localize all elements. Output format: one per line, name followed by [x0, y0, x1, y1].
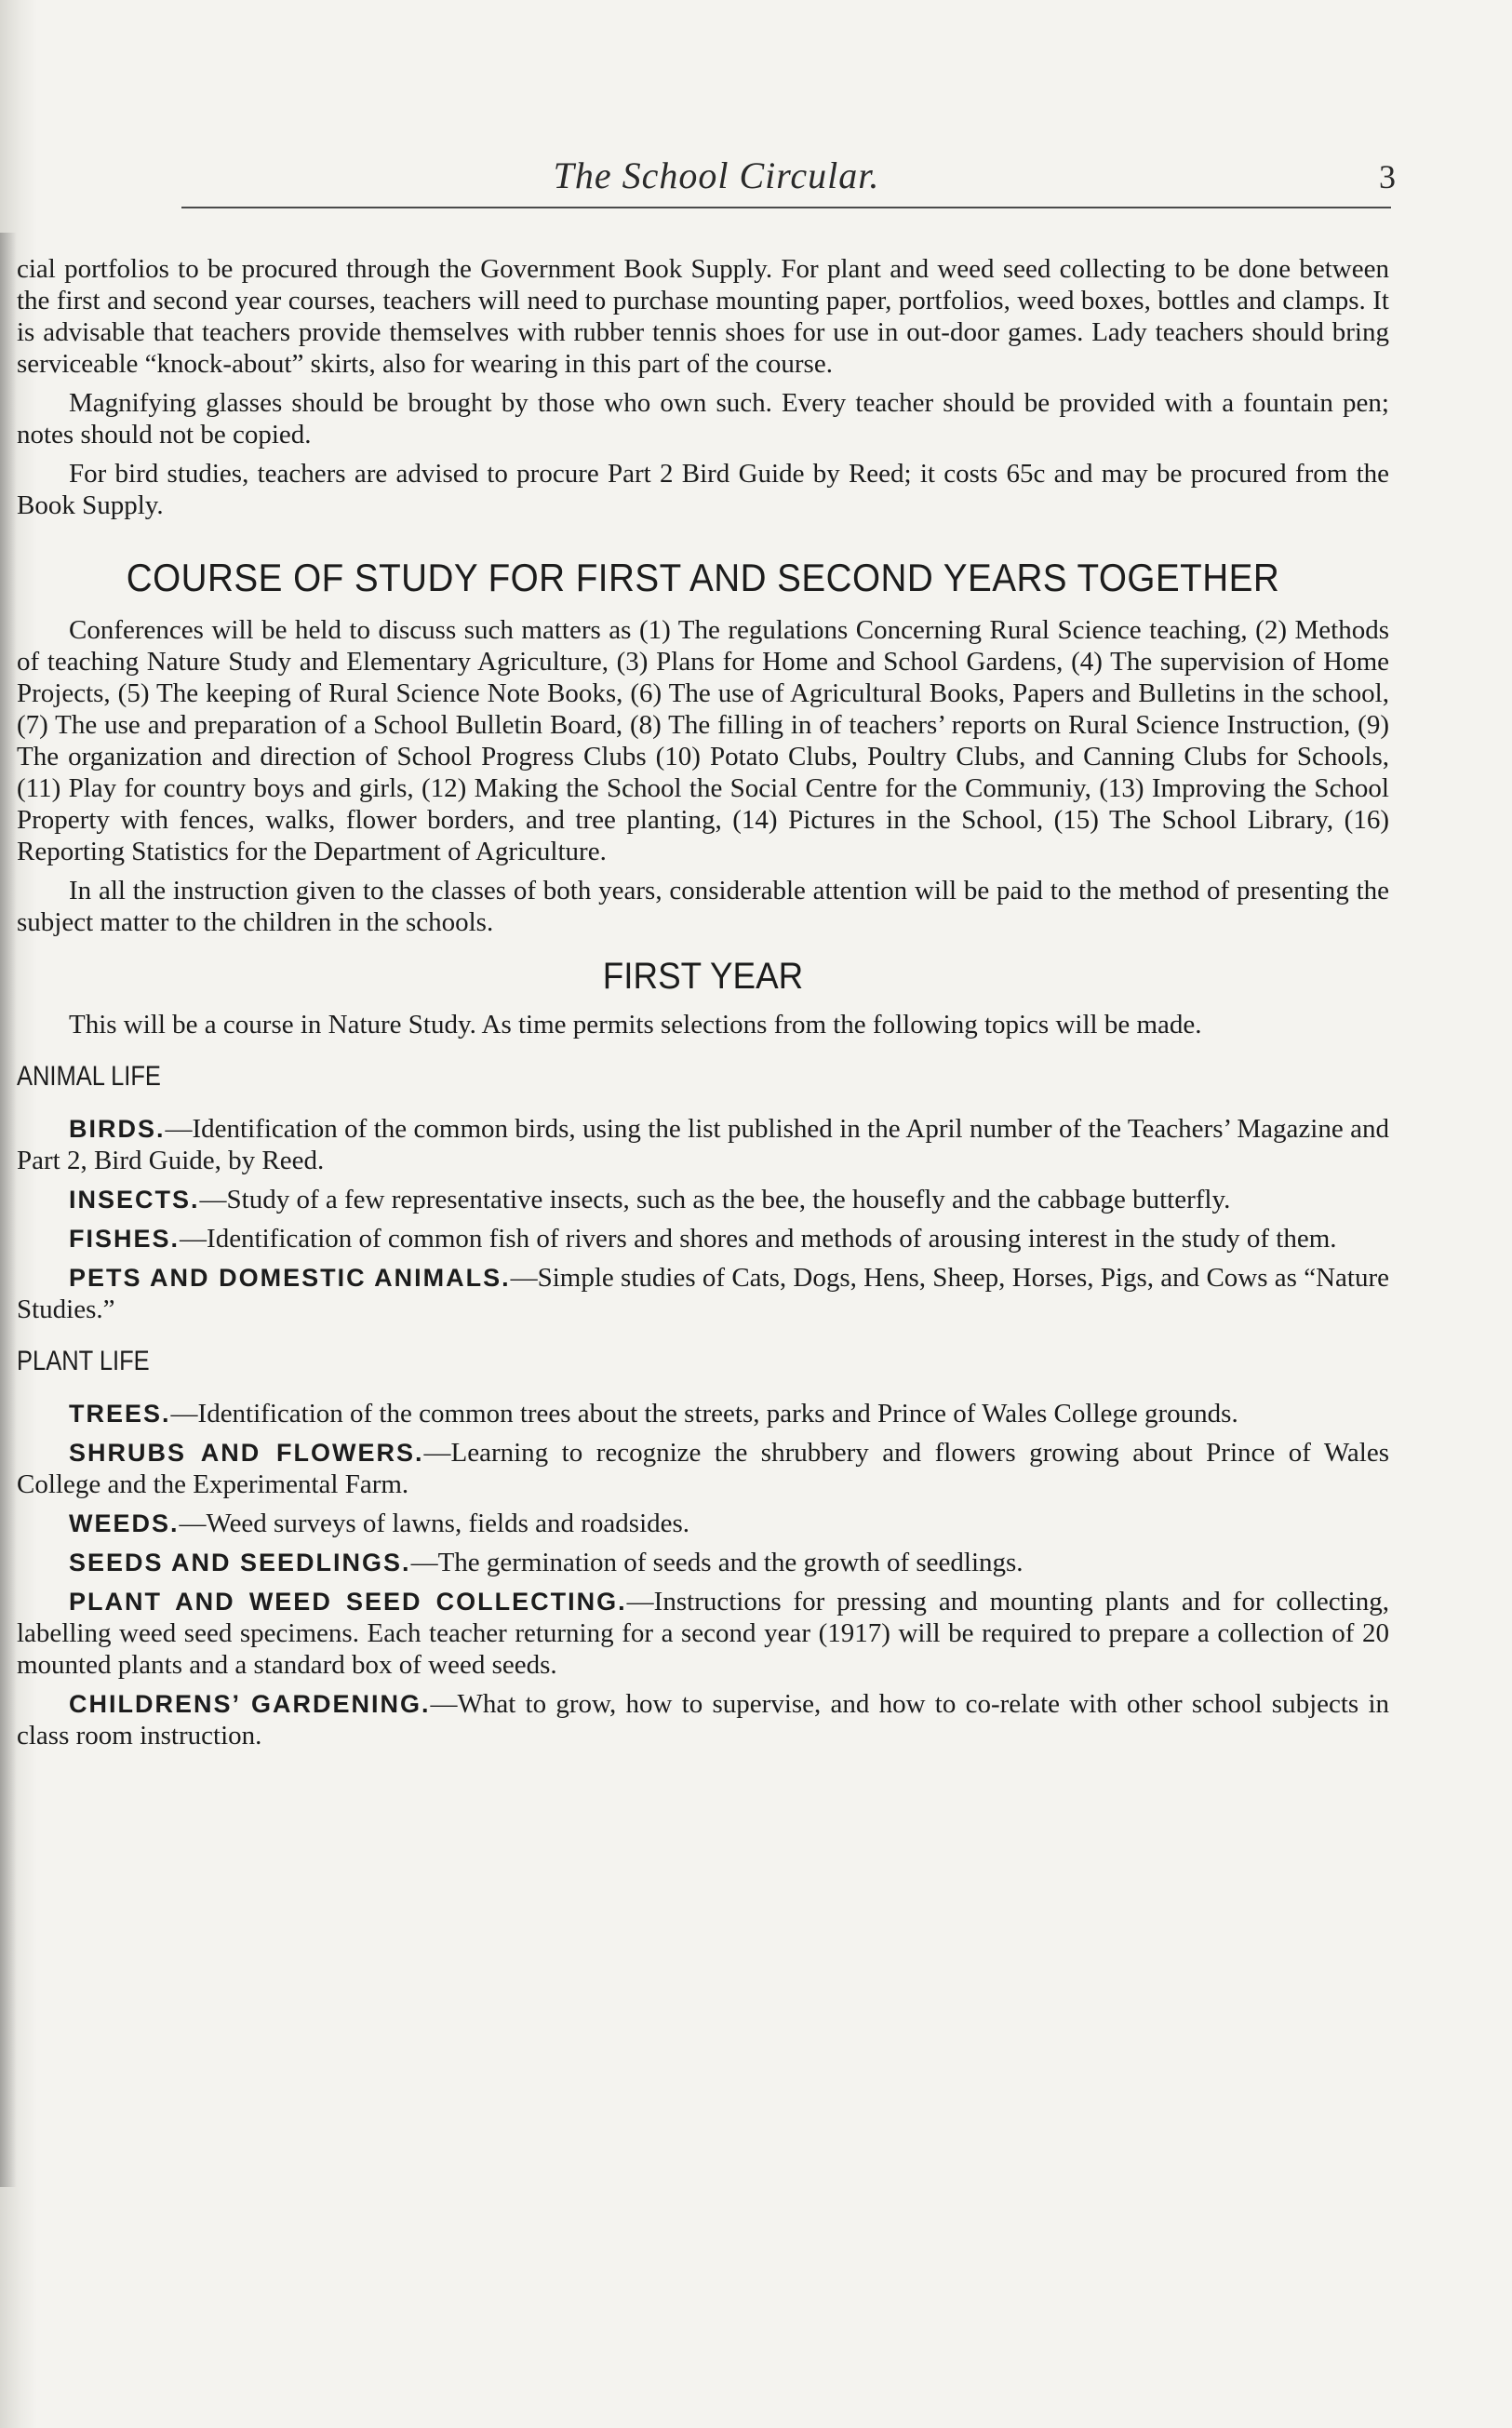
paragraph: cial portfolios to be procured through the Government Book Supply. For plant and weed seed collecting to be done between the first and second year courses, teachers will need to purchase mounting paper, portfolios, weed boxes, bottles and clamps. It is advisable that teachers provide themselves with rubber tennis shoes for use in out-door games. Lady teachers should bring serviceable “knock-about” skirts, also for wearing in this part of the course. — [17, 254, 1389, 379]
topic-text: —Study of a few representative insects, such as the bee, the housefly and the cabbage butterfly. — [199, 1185, 1231, 1214]
topic-item — [17, 1586, 1389, 1681]
topic-item — [17, 1437, 1389, 1500]
topic-name: FISHES. — [69, 1225, 181, 1253]
topic-item — [17, 1508, 1389, 1539]
topic-name: CHILDRENS’ GARDENING. — [69, 1690, 431, 1718]
page-number: 3 — [1379, 158, 1396, 195]
header-rule — [181, 207, 1391, 208]
topic-item — [17, 1262, 1389, 1325]
binding-shadow — [0, 233, 17, 2187]
paragraph: Conferences will be held to discuss such matters as (1) The regulations Concerning Rural Science teaching, (2) Methods of teaching Nature Study and Elementary Agriculture, (3) Plans for Home and School Gardens, (4) The supervision of Home Projects, (5) The keeping of Rural Science Note Books, (6) The use of Agricultural Books, Papers and Bulletins in the school, (7) The use and preparation of a School Bulletin Board, (8) The filling in of teachers’ reports on Rural Science Instruction, (9) The organization and direction of School Progress Clubs (10) Potato Clubs, Poultry Clubs, and Canning Clubs for Schools, (11) Play for country boys and girls, (12) Making the School the Social Centre for the Communiy, (13) Improving the School Property with fences, walks, flower borders, and tree planting, (14) Pictures in the School, (15) The School Library, (16) Reporting Statistics for the Department of Agriculture. — [17, 615, 1389, 866]
topic-item — [17, 1547, 1389, 1578]
topic-item — [17, 1688, 1389, 1751]
paragraph: This will be a course in Nature Study. As time permits selections from the following topics will be made. — [69, 1010, 1202, 1040]
paragraph: For bird studies, teachers are advised to procure Part 2 Bird Guide by Reed; it costs 65c and may be procured from the Book Supply. — [17, 459, 1389, 520]
paragraph: In all the instruction given to the classes of both years, considerable attention will be paid to the method of presenting the subject matter to the children in the schools. — [17, 876, 1389, 937]
topic-name: INSECTS. — [69, 1186, 200, 1214]
topic-text: —Identification of common fish of rivers and shores and methods of arousing interest in the study of them. — [180, 1224, 1337, 1254]
topic-text: —Weed surveys of lawns, fields and roadsides. — [179, 1509, 690, 1538]
topic-name: PETS AND DOMESTIC ANIMALS. — [69, 1264, 511, 1292]
topic-text: —Identification of the common birds, using the list published in the April number of the Teachers’ Magazine and Part 2, Bird Guide, by Reed. — [17, 1114, 1389, 1175]
topic-list-plant — [17, 1398, 1389, 1751]
topic-list-animal — [17, 1113, 1389, 1325]
topic-name: WEEDS. — [69, 1509, 180, 1537]
topic-name: SEEDS AND SEEDLINGS. — [69, 1549, 411, 1576]
topic-text: —Instructions for pressing and mounting plants and for collecting, labelling weed seed specimens. Each teacher returning for a second year (1917) will be required to prepare a collection of 20 mounted plants and a standard box of weed seeds. — [17, 1587, 1389, 1680]
subsection-label: PLANT LIFE — [17, 1346, 150, 1376]
topic-item — [17, 1223, 1389, 1254]
topic-name: PLANT AND WEED SEED COLLECTING. — [69, 1588, 627, 1616]
topic-name: BIRDS. — [69, 1115, 166, 1143]
topic-name: SHRUBS AND FLOWERS. — [69, 1439, 424, 1467]
subsection-label: ANIMAL LIFE — [17, 1061, 161, 1092]
page-body — [17, 253, 1389, 1759]
section-heading: FIRST YEAR — [602, 956, 804, 997]
topic-name: TREES. — [69, 1400, 171, 1428]
topic-item — [17, 1113, 1389, 1176]
section-heading: COURSE OF STUDY FOR FIRST AND SECOND YEARS TOGETHER — [126, 556, 1280, 599]
topic-text: —What to grow, how to supervise, and how to co-relate with other school subjects in class room instruction. — [17, 1689, 1390, 1751]
running-title: The School Circular. — [553, 154, 880, 196]
page-header — [37, 154, 1396, 209]
topic-text: —Identification of the common trees about the streets, parks and Prince of Wales College grounds. — [170, 1399, 1238, 1429]
paragraph: Magnifying glasses should be brought by those who own such. Every teacher should be provided with a fountain pen; notes should not be copied. — [17, 388, 1389, 449]
topic-item — [17, 1184, 1389, 1215]
topic-text: —Learning to recognize the shrubbery and flowers growing about Prince of Wales College and the Experimental Farm. — [17, 1438, 1389, 1499]
topic-text: —The germination of seeds and the growth of seedlings. — [410, 1548, 1024, 1577]
topic-text: —Simple studies of Cats, Dogs, Hens, Sheep, Horses, Pigs, and Cows as “Nature Studies.” — [17, 1263, 1390, 1324]
topic-item — [17, 1398, 1389, 1429]
